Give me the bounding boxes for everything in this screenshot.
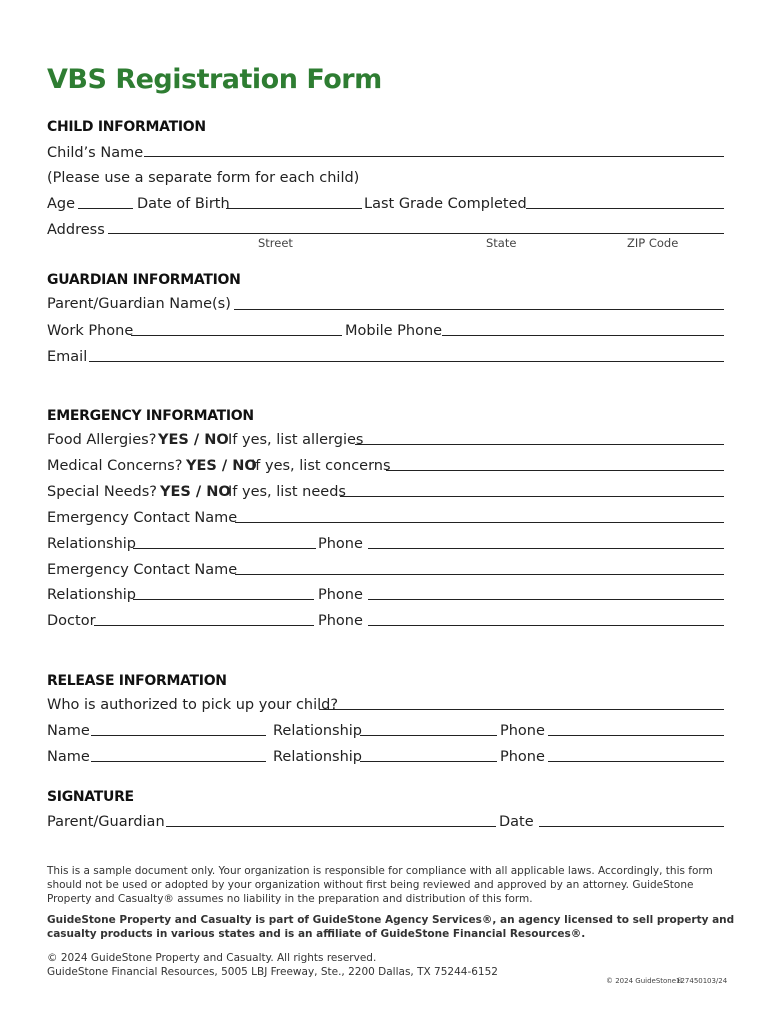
relationship-1-label: Relationship — [47, 536, 137, 552]
disclaimer-text: This is a sample document only. Your organization is responsible for compliance with all applicable laws. Accordingly, this form should not be used or adopted by your organization without first being reviewed and approved by an attorney. GuideStone Property and Casualty® assumes no liability in the preparation and distribution of this form. — [47, 865, 713, 905]
release-phone-2-field[interactable] — [548, 761, 724, 762]
release-info-heading: RELEASE INFORMATION — [47, 673, 227, 689]
zip-sublabel: ZIP Code — [627, 236, 679, 250]
doctor-label: Doctor — [47, 613, 96, 629]
separate-form-note: (Please use a separate form for each child) — [47, 170, 360, 186]
signature-heading: SIGNATURE — [47, 789, 134, 805]
signature-date-field[interactable] — [539, 826, 724, 827]
medical-concerns-label: Medical Concerns? — [47, 458, 183, 474]
relationship-2-label: Relationship — [47, 587, 137, 603]
food-allergies-list-label: If yes, list allergies — [228, 432, 364, 448]
work-phone-field[interactable] — [131, 335, 342, 336]
release-name-1-field[interactable] — [91, 735, 266, 736]
last-grade-field[interactable] — [526, 208, 724, 209]
email-field[interactable] — [89, 361, 724, 362]
age-label: Age — [47, 196, 76, 212]
relationship-2-field[interactable] — [133, 599, 314, 600]
emergency-contact-1-field[interactable] — [235, 522, 724, 523]
footer-code-mid: 1274501 — [676, 977, 708, 985]
address-text: GuideStone Financial Resources, 5005 LBJ Freeway, Ste., 2200 Dallas, TX 75244-6152 — [47, 966, 498, 978]
food-allergies-yes-no[interactable]: YES / NO — [158, 432, 229, 448]
form-title: VBS Registration Form — [47, 64, 382, 95]
parent-signature-label: Parent/Guardian — [47, 814, 165, 830]
medical-concerns-yes-no[interactable]: YES / NO — [186, 458, 257, 474]
phone-1-field[interactable] — [368, 548, 724, 549]
special-needs-field[interactable] — [340, 496, 724, 497]
dob-label: Date of Birth — [137, 196, 230, 212]
state-sublabel: State — [486, 236, 517, 250]
phone-2-label: Phone — [318, 587, 363, 603]
doctor-phone-label: Phone — [318, 613, 363, 629]
release-name-1-label: Name — [47, 723, 90, 739]
release-relationship-1-label: Relationship — [273, 723, 363, 739]
relationship-1-field[interactable] — [133, 548, 316, 549]
child-name-field[interactable] — [144, 156, 724, 157]
mobile-phone-label: Mobile Phone — [345, 323, 443, 339]
signature-date-label: Date — [499, 814, 534, 830]
phone-2-field[interactable] — [368, 599, 724, 600]
emergency-contact-2-label: Emergency Contact Name — [47, 562, 238, 578]
affiliation-text: GuideStone Property and Casualty is part of GuideStone Agency Services®, an agency licensed to sell property and casualty products in various states and is an affiliate of GuideStone Financial Resources®. — [47, 914, 735, 940]
release-name-2-field[interactable] — [91, 761, 266, 762]
food-allergies-field[interactable] — [355, 444, 724, 445]
address-label: Address — [47, 222, 105, 238]
pickup-authorized-field[interactable] — [319, 709, 724, 710]
food-allergies-label: Food Allergies? — [47, 432, 157, 448]
footer-code-right: 03/24 — [707, 977, 728, 985]
dob-field[interactable] — [226, 208, 362, 209]
street-sublabel: Street — [258, 236, 293, 250]
emergency-info-heading: EMERGENCY INFORMATION — [47, 408, 254, 424]
footer-code-left: © 2024 GuideStone® — [606, 977, 684, 985]
email-label: Email — [47, 349, 88, 365]
child-info-heading: CHILD INFORMATION — [47, 119, 206, 135]
address-field[interactable] — [108, 233, 724, 234]
guardian-name-field[interactable] — [234, 309, 724, 310]
mobile-phone-field[interactable] — [442, 335, 724, 336]
age-field[interactable] — [78, 208, 133, 209]
emergency-contact-1-label: Emergency Contact Name — [47, 510, 238, 526]
release-phone-2-label: Phone — [500, 749, 545, 765]
medical-concerns-field[interactable] — [386, 470, 724, 471]
guardian-name-label: Parent/Guardian Name(s) — [47, 296, 231, 312]
special-needs-list-label: If yes, list needs — [228, 484, 346, 500]
copyright-text: © 2024 GuideStone Property and Casualty. All rights reserved. — [47, 952, 377, 964]
release-name-2-label: Name — [47, 749, 90, 765]
pickup-question-label: Who is authorized to pick up your child? — [47, 697, 339, 713]
release-relationship-2-field[interactable] — [360, 761, 497, 762]
last-grade-label: Last Grade Completed — [364, 196, 527, 212]
doctor-field[interactable] — [94, 625, 314, 626]
release-phone-1-label: Phone — [500, 723, 545, 739]
child-name-label: Child’s Name — [47, 145, 144, 161]
emergency-contact-2-field[interactable] — [235, 574, 724, 575]
release-relationship-2-label: Relationship — [273, 749, 363, 765]
guardian-info-heading: GUARDIAN INFORMATION — [47, 272, 241, 288]
medical-concerns-list-label: If yes, list concerns — [251, 458, 391, 474]
phone-1-label: Phone — [318, 536, 363, 552]
parent-signature-field[interactable] — [166, 826, 496, 827]
release-phone-1-field[interactable] — [548, 735, 724, 736]
work-phone-label: Work Phone — [47, 323, 134, 339]
special-needs-label: Special Needs? — [47, 484, 157, 500]
doctor-phone-field[interactable] — [368, 625, 724, 626]
special-needs-yes-no[interactable]: YES / NO — [160, 484, 231, 500]
release-relationship-1-field[interactable] — [360, 735, 497, 736]
